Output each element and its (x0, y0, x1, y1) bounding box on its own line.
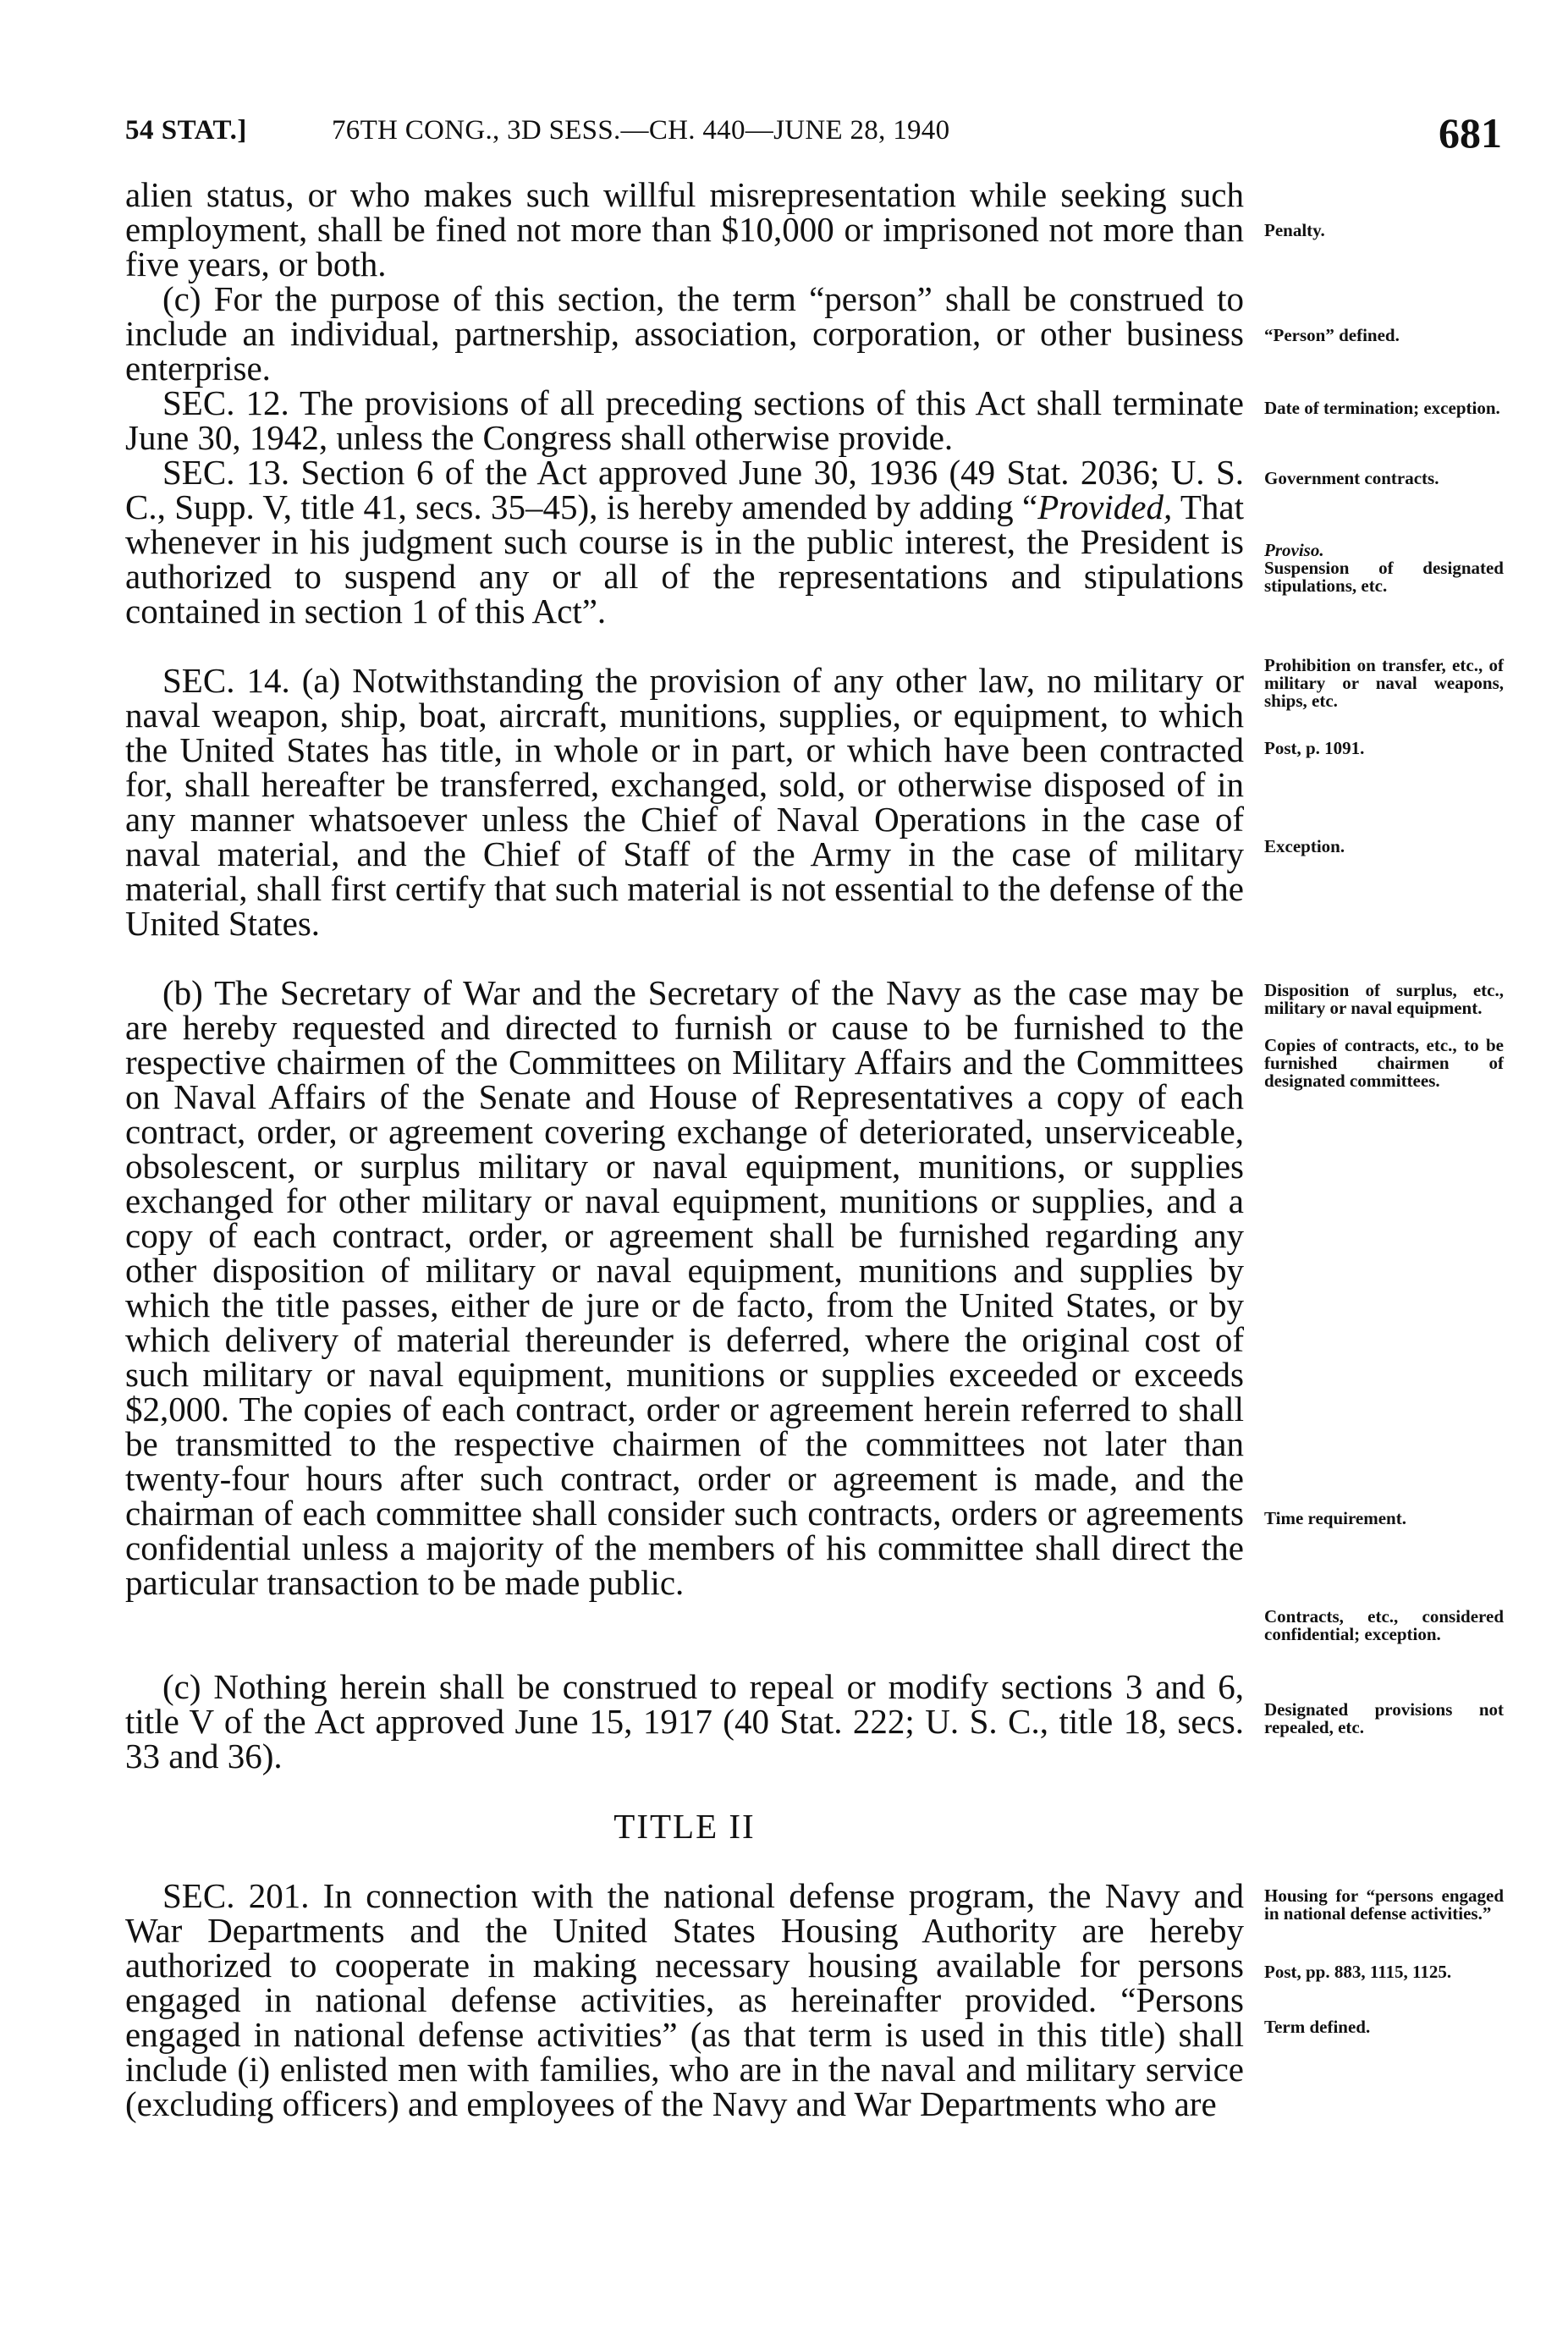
margin-note-suspension: Suspension of designated stipulations, etc. (1264, 558, 1504, 596)
section-13-text-b: That whenever in his judgment such course is in the public interest, the President is authorized to suspend any or all of the representations and stipulations contained in section 1 of this Act”. (125, 487, 1244, 630)
margin-note-date-termination: Date of termination; exception. (1264, 398, 1500, 418)
paragraph-section-14b: (b) The Secretary of War and the Secretary of the Navy as the case may be are hereby requested and directed to furnish or cause to be furnished to the respective chairmen of the Committees on Military Affairs and the Committees on Naval Affairs of the Senate and House of Representatives a copy of each contract, order, or agreement covering exchange of deteriorated, unserviceable, obsolescent, or surplus military or naval equipment, munitions, or supplies exchanged for other military or naval equipment, munitions or supplies, and a copy of each contract, order, or agreement shall be furnished regarding any other disposition of military or naval equipment, munitions and supplies by which the title passes, either de jure or de facto, from the United States, or by which delivery of material thereunder is deferred, where the original cost of such military or naval equipment, munitions or supplies exceeded or exceeds $2,000. The copies of each contract, order or agreement herein referred to shall be transmitted to the respective chairmen of the committees not later than twenty-four hours after such contract, order or agreement is made, and the chairman of each committee shall consider such contracts, orders or agreements confidential unless a majority of the members of his committee shall direct the particular transaction to be made public. (125, 973, 1244, 1602)
paragraph-section-201: SEC. 201. In connection with the national defense program, the Navy and War Departments and the United States Housing Authority are hereby authorized to cooperate in making necessary housing available for persons engaged in national defense activities, as hereinafter provided. “Persons engaged in national defense activities” (as that term is used in this title) shall include (i) enlisted men with families, who are in the naval and military service (excluding officers) and employees of the Navy and War Departments who are (125, 1876, 1244, 2123)
proviso-italic: Provided, (1037, 487, 1173, 526)
margin-note-prohibition: Prohibition on transfer, etc., of military or naval weapons, ships, etc. (1264, 655, 1504, 711)
margin-note-proviso: Proviso. (1264, 540, 1324, 560)
section-13-text-a: SEC. 13. Section 6 of the Act approved June 30, 1936 (49 Stat. 2036; U. S. C., Supp. V, title 41, secs. 35–45), is hereby amended by adding “ (125, 453, 1244, 526)
paragraph-continuation: alien status, or who makes such willful misrepresentation while seeking such employment, shall be fined not more than $10,000 or imprisoned not more than five years, or both. (125, 175, 1244, 283)
session-chapter-date: 76TH CONG., 3D SESS.—CH. 440—JUNE 28, 1940 (332, 115, 950, 146)
spacer (125, 1774, 1244, 1809)
margin-note-disposition: Disposition of surplus, etc., military or naval equipment. (1264, 980, 1504, 1018)
margin-note-housing: Housing for “persons engaged in national defense activities.” (1264, 1885, 1504, 1924)
margin-note-copies: Copies of contracts, etc., to be furnished chairmen of designated committees. (1264, 1035, 1504, 1091)
margin-note-government-contracts: Government contracts. (1264, 468, 1439, 488)
title-heading: TITLE II (613, 1807, 756, 1846)
paragraph-section-12: SEC. 12. The provisions of all preceding sections of this Act shall terminate June 30, 1942, unless the Congress shall otherwise provide. (125, 383, 1244, 457)
statute-volume: 54 STAT.] (125, 115, 247, 146)
margin-note-penalty: Penalty. (1264, 220, 1325, 240)
margin-note-contracts-confidential: Contracts, etc., considered confidential; exception. (1264, 1606, 1504, 1644)
margin-note-person-defined: “Person” defined. (1264, 325, 1400, 345)
page-header (125, 108, 1502, 164)
margin-note-exception: Exception. (1264, 836, 1345, 856)
paragraph-section-14a: SEC. 14. (a) Notwithstanding the provision of any other law, no military or naval weapon, ship, boat, aircraft, munitions, supplies, or equipment, to which the United States has title, in whole or in part, or which have been contracted for, shall hereafter be transferred, exchanged, sold, or otherwise disposed of in any manner whatsoever unless the Chief of Naval Operations in the case of naval material, and the Chief of Staff of the Army in the case of military material, shall first certify that such material is not essential to the defense of the United States. (125, 661, 1244, 943)
margin-note-term-defined: Term defined. (1264, 2017, 1371, 2037)
margin-note-designated-provisions: Designated provisions not repealed, etc. (1264, 1699, 1504, 1737)
paragraph-section-11c: (c) For the purpose of this section, the term “person” shall be construed to include an individual, partnership, association, corporation, or other business enterprise. (125, 279, 1244, 388)
page-number: 681 (1439, 109, 1502, 157)
paragraph-section-14c: (c) Nothing herein shall be construed to repeal or modify sections 3 and 6, title V of the Act approved June 15, 1917 (40 Stat. 222; U. S. C., title 18, secs. 33 and 36). (125, 1667, 1244, 1775)
body-text (125, 175, 1244, 2156)
margin-note-post-1091: Post, p. 1091. (1264, 738, 1365, 758)
margin-note-time-requirement: Time requirement. (1264, 1508, 1406, 1528)
margin-note-post-883: Post, pp. 883, 1115, 1125. (1264, 1962, 1452, 1982)
paragraph-section-13 (125, 455, 1244, 663)
